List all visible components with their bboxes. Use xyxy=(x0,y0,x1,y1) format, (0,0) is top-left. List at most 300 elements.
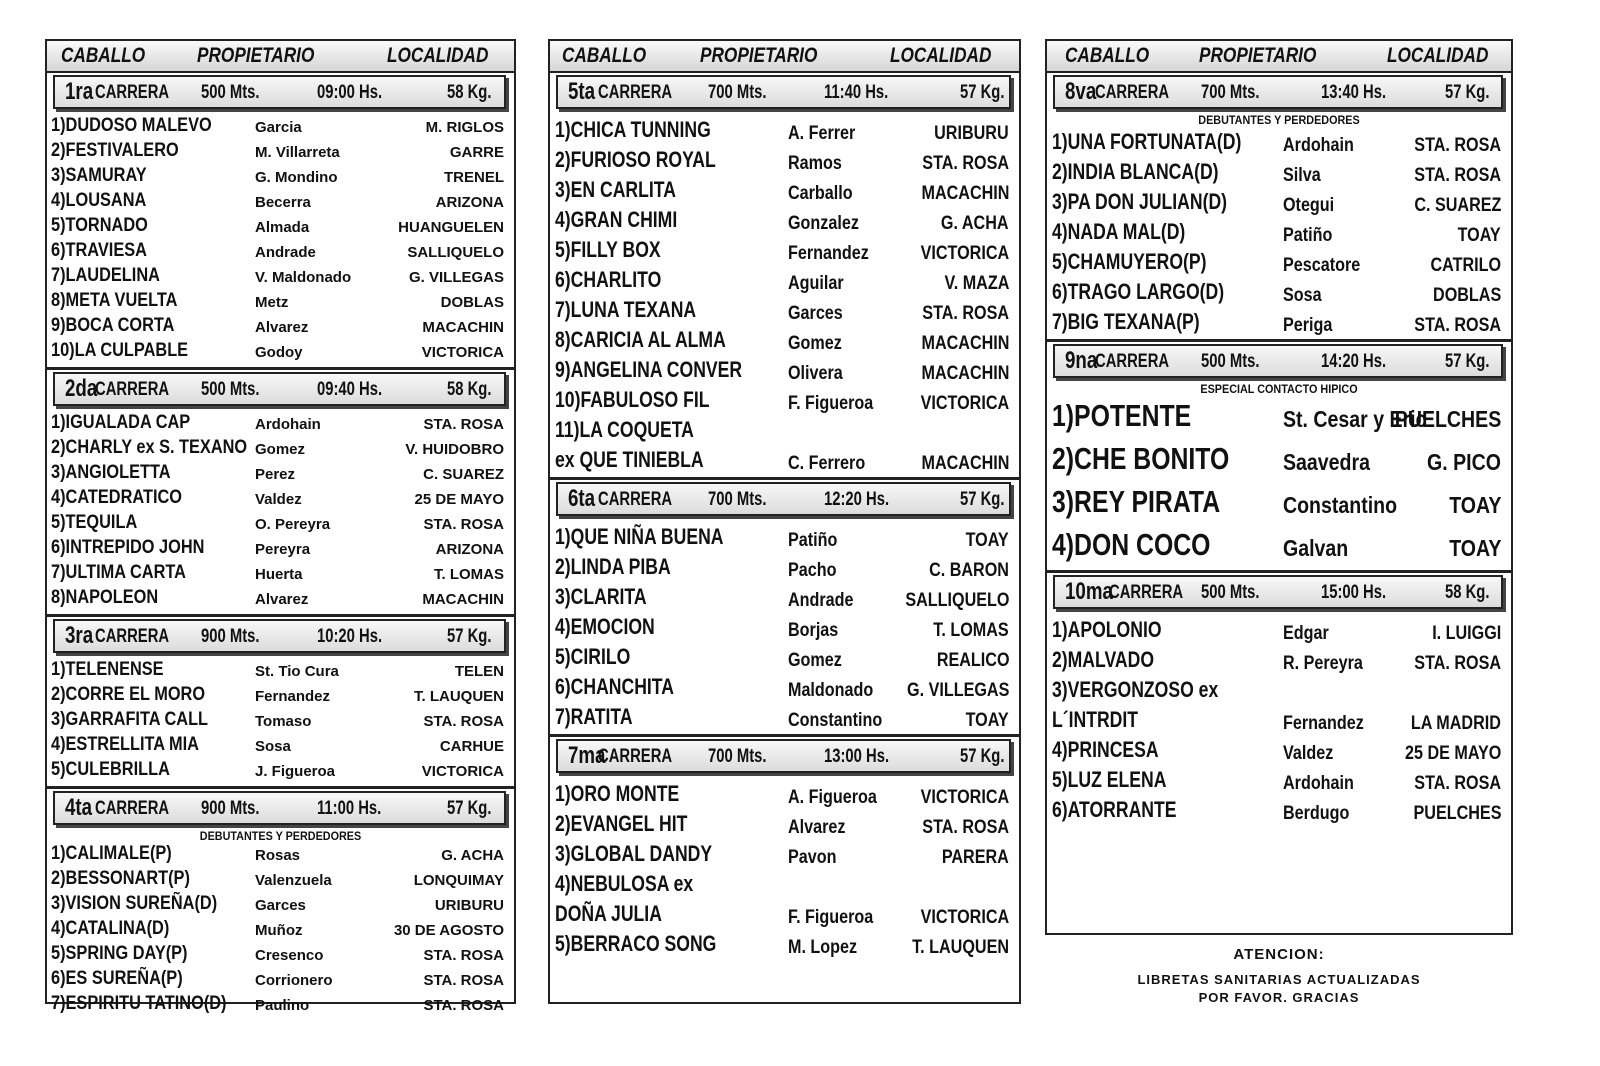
entry-row xyxy=(1047,157,1511,187)
owner-name: Fernandez xyxy=(255,688,331,705)
owner-name: C. Ferrero xyxy=(788,453,866,474)
race-separator xyxy=(1047,570,1511,573)
location-name: REALICO xyxy=(936,650,1009,671)
location-name: STA. ROSA xyxy=(1414,135,1501,156)
horse-name: 3)VERGONZOSO ex xyxy=(1052,677,1219,702)
race-time: 11:40 Hs. xyxy=(824,82,889,103)
race-distance: 700 Mts. xyxy=(708,746,767,767)
entry-row xyxy=(47,918,514,943)
entry-row xyxy=(47,290,514,315)
horse-name: 7)ESPIRITU TATINO(D) xyxy=(51,993,227,1014)
horse-name: 1)CALIMALE(P) xyxy=(51,843,172,864)
owner-name: Corrionero xyxy=(255,972,333,989)
owner-name: F. Figueroa xyxy=(788,393,874,414)
location-name: ARIZONA xyxy=(435,194,504,211)
location-name: G. ACHA xyxy=(441,847,504,864)
entry-row xyxy=(550,779,1019,809)
entry-row xyxy=(1047,615,1511,645)
entry-row xyxy=(1047,482,1511,525)
race-subtitle: ESPECIAL CONTACTO HIPICO xyxy=(1200,382,1358,396)
location-name: VICTORICA xyxy=(421,344,504,361)
location-name: PUELCHES xyxy=(1394,406,1501,432)
entry-row xyxy=(47,968,514,993)
owner-name: St. Cesar y Eric xyxy=(1283,406,1427,432)
owner-name: M. Villarreta xyxy=(255,144,340,161)
race-label: CARRERA xyxy=(95,379,170,400)
owner-name: Pavon xyxy=(788,847,837,868)
owner-name: St. Tio Cura xyxy=(255,663,339,680)
horse-name: 6)TRAVIESA xyxy=(51,240,147,261)
location-name: PUELCHES xyxy=(1413,803,1501,824)
owner-name: Aguilar xyxy=(788,273,844,294)
owner-name: Saavedra xyxy=(1283,449,1370,475)
owner-name: Sosa xyxy=(255,738,291,755)
owner-name: Gomez xyxy=(255,441,306,458)
race-distance: 900 Mts. xyxy=(201,798,260,819)
location-name: STA. ROSA xyxy=(423,416,504,433)
owner-name: O. Pereyra xyxy=(255,516,331,533)
location-name: STA. ROSA xyxy=(922,303,1009,324)
race-separator xyxy=(47,786,514,789)
race-weight: 58 Kg. xyxy=(447,379,492,400)
location-name: STA. ROSA xyxy=(1414,315,1501,336)
race-label: CARRERA xyxy=(1109,582,1184,603)
race-weight: 57 Kg. xyxy=(960,489,1005,510)
race-header xyxy=(53,372,506,406)
entry-row xyxy=(47,462,514,487)
column-2 xyxy=(548,39,1021,1004)
owner-name: Andrade xyxy=(788,590,854,611)
entry-row xyxy=(550,175,1019,205)
entry-row xyxy=(550,552,1019,582)
horse-name: 7)LUNA TEXANA xyxy=(555,297,697,322)
entry-row xyxy=(550,145,1019,175)
entry-row xyxy=(47,659,514,684)
header-horse: CABALLO xyxy=(1065,44,1150,67)
location-name: T. LAUQUEN xyxy=(414,688,504,705)
race-time: 09:00 Hs. xyxy=(317,82,383,103)
entry-row xyxy=(1047,645,1511,675)
location-name: LONQUIMAY xyxy=(413,872,504,889)
owner-name: Garces xyxy=(788,303,843,324)
location-name: 30 DE AGOSTO xyxy=(393,922,504,939)
column-header xyxy=(550,41,1019,73)
race-weight: 58 Kg. xyxy=(1445,582,1490,603)
location-name: V. MAZA xyxy=(944,273,1009,294)
owner-name: Maldonado xyxy=(788,680,874,701)
race-distance: 700 Mts. xyxy=(1201,82,1260,103)
race-separator xyxy=(1047,339,1511,342)
entry-row xyxy=(47,512,514,537)
entry-row xyxy=(550,205,1019,235)
entry-row xyxy=(550,235,1019,265)
horse-name: 1)UNA FORTUNATA(D) xyxy=(1052,129,1242,154)
race-time: 10:20 Hs. xyxy=(317,626,383,647)
entry-row xyxy=(550,355,1019,385)
entry-row xyxy=(1047,795,1511,825)
notice-line-2: POR FAVOR. GRACIAS xyxy=(1198,990,1360,1005)
location-name: VICTORICA xyxy=(920,907,1009,928)
entry-row xyxy=(1047,675,1511,705)
owner-name: Valdez xyxy=(1283,743,1334,764)
location-name: MACACHIN xyxy=(921,183,1009,204)
race-label: CARRERA xyxy=(95,626,170,647)
horse-name: 5)SPRING DAY(P) xyxy=(51,943,188,964)
column-3 xyxy=(1045,39,1513,935)
header-owner: PROPIETARIO xyxy=(700,44,818,67)
entry-row xyxy=(550,115,1019,145)
entry-row xyxy=(550,265,1019,295)
notice xyxy=(1045,946,1513,1007)
entry-row xyxy=(550,325,1019,355)
owner-name: Gomez xyxy=(788,333,842,354)
entry-row xyxy=(47,340,514,365)
header-owner: PROPIETARIO xyxy=(197,44,315,67)
location-name: LA MADRID xyxy=(1410,713,1501,734)
owner-name: Berdugo xyxy=(1283,803,1350,824)
entry-row xyxy=(47,943,514,968)
column-1 xyxy=(45,39,516,1014)
owner-name: Tomaso xyxy=(255,713,312,730)
location-name: G. PICO xyxy=(1427,449,1501,475)
entry-row xyxy=(550,612,1019,642)
horse-name: 3)SAMURAY xyxy=(51,165,147,186)
horse-name: 1)CHICA TUNNING xyxy=(555,117,711,142)
race-header xyxy=(1053,75,1503,109)
horse-name: 6)ES SUREÑA(P) xyxy=(51,968,183,989)
location-name: HUANGUELEN xyxy=(398,219,504,236)
race-separator xyxy=(47,367,514,370)
entry-row xyxy=(550,522,1019,552)
race-header xyxy=(556,482,1011,516)
owner-name: Valenzuela xyxy=(255,872,332,889)
entry-row xyxy=(47,487,514,512)
owner-name: Otegui xyxy=(1283,195,1335,216)
horse-name: 11)LA COQUETA xyxy=(555,417,694,442)
owner-name: Cresenco xyxy=(255,947,324,964)
horse-name: 5)CHAMUYERO(P) xyxy=(1052,249,1207,274)
owner-name: Muñoz xyxy=(255,922,303,939)
entry-row xyxy=(550,642,1019,672)
location-name: M. RIGLOS xyxy=(425,119,504,136)
owner-name: Garcia xyxy=(255,119,302,136)
entry-row xyxy=(1047,277,1511,307)
entry-row xyxy=(550,295,1019,325)
entry-row xyxy=(550,839,1019,869)
horse-name: 3)REY PIRATA xyxy=(1052,484,1221,519)
entry-row xyxy=(47,709,514,734)
entry-row xyxy=(1047,396,1511,439)
horse-name: 3)GLOBAL DANDY xyxy=(555,841,713,866)
header-horse: CABALLO xyxy=(562,44,647,67)
owner-name: Silva xyxy=(1283,165,1321,186)
horse-name: 5)TORNADO xyxy=(51,215,148,236)
entry-row xyxy=(47,140,514,165)
horse-name: 2)CHE BONITO xyxy=(1052,441,1230,476)
horse-name: 3)VISION SUREÑA(D) xyxy=(51,893,218,914)
owner-name: A. Ferrer xyxy=(788,123,856,144)
race-header xyxy=(556,75,1011,109)
horse-name: 3)CLARITA xyxy=(555,584,647,609)
race-number: 6ta xyxy=(568,485,596,512)
column-header xyxy=(1047,41,1511,73)
owner-name: Fernandez xyxy=(1283,713,1364,734)
race-separator xyxy=(47,614,514,617)
race-time: 09:40 Hs. xyxy=(317,379,383,400)
owner-name: Paulino xyxy=(255,997,310,1014)
race-number: 10ma xyxy=(1065,578,1113,605)
horse-name: 10)LA CULPABLE xyxy=(51,340,189,361)
location-name: 25 DE MAYO xyxy=(1404,743,1501,764)
owner-name: Patiño xyxy=(788,530,838,551)
horse-name: 2)MALVADO xyxy=(1052,647,1155,672)
owner-name: Edgar xyxy=(1283,623,1329,644)
owner-name: M. Lopez xyxy=(788,937,858,958)
race-time: 13:00 Hs. xyxy=(824,746,890,767)
owner-name: F. Figueroa xyxy=(788,907,874,928)
owner-name: Almada xyxy=(255,219,310,236)
owner-name: Olivera xyxy=(788,363,843,384)
entry-row xyxy=(550,385,1019,415)
entry-row xyxy=(550,415,1019,445)
owner-name: Godoy xyxy=(255,344,303,361)
owner-name: Fernandez xyxy=(788,243,869,264)
horse-name: 4)DON COCO xyxy=(1052,527,1211,562)
location-name: SALLIQUELO xyxy=(407,244,504,261)
entry-row xyxy=(1047,525,1511,568)
location-name: VICTORICA xyxy=(920,393,1009,414)
race-label: CARRERA xyxy=(95,82,170,103)
horse-name: 2)BESSONART(P) xyxy=(51,868,190,889)
owner-name: Pereyra xyxy=(255,541,311,558)
horse-name: 1)POTENTE xyxy=(1052,398,1192,433)
header-owner: PROPIETARIO xyxy=(1199,44,1317,67)
location-name: VICTORICA xyxy=(920,787,1009,808)
location-name: STA. ROSA xyxy=(1414,165,1501,186)
race-number: 2da xyxy=(65,375,98,402)
owner-name: Ramos xyxy=(788,153,842,174)
entry-row xyxy=(47,993,514,1018)
owner-name: Constantino xyxy=(788,710,883,731)
horse-name: 2)CORRE EL MORO xyxy=(51,684,206,705)
horse-name: 3)EN CARLITA xyxy=(555,177,676,202)
location-name: STA. ROSA xyxy=(922,153,1009,174)
location-name: STA. ROSA xyxy=(1414,773,1501,794)
entry-row xyxy=(47,587,514,612)
location-name: T. LOMAS xyxy=(434,566,504,583)
entry-row xyxy=(47,868,514,893)
horse-name: 5)CIRILO xyxy=(555,644,631,669)
horse-name: L´INTRDIT xyxy=(1052,707,1139,732)
entry-row xyxy=(550,702,1019,732)
race-weight: 57 Kg. xyxy=(1445,82,1490,103)
location-name: TRENEL xyxy=(444,169,504,186)
race-distance: 700 Mts. xyxy=(708,82,767,103)
race-number: 8va xyxy=(1065,78,1097,105)
location-name: MACACHIN xyxy=(422,591,504,608)
entry-row xyxy=(1047,217,1511,247)
notice-line-1: LIBRETAS SANITARIAS ACTUALIZADAS xyxy=(1137,972,1421,987)
location-name: VICTORICA xyxy=(421,763,504,780)
location-name: URIBURU xyxy=(934,123,1009,144)
race-time: 15:00 Hs. xyxy=(1321,582,1387,603)
horse-name: 6)ATORRANTE xyxy=(1052,797,1177,822)
horse-name: 1)TELENENSE xyxy=(51,659,164,680)
owner-name: R. Pereyra xyxy=(1283,653,1363,674)
entry-row xyxy=(47,165,514,190)
horse-name: 5)CULEBRILLA xyxy=(51,759,170,780)
race-separator xyxy=(550,734,1019,737)
horse-name: ex QUE TINIEBLA xyxy=(555,447,704,472)
owner-name: Periga xyxy=(1283,315,1333,336)
location-name: SALLIQUELO xyxy=(904,590,1009,611)
race-number: 7ma xyxy=(568,742,606,769)
entry-row xyxy=(47,562,514,587)
entry-row xyxy=(1047,439,1511,482)
horse-name: 1)DUDOSO MALEVO xyxy=(51,115,212,136)
entry-row xyxy=(47,265,514,290)
location-name: STA. ROSA xyxy=(423,947,504,964)
owner-name: Rosas xyxy=(255,847,301,864)
race-weight: 57 Kg. xyxy=(960,746,1005,767)
location-name: TOAY xyxy=(1457,225,1501,246)
race-label: CARRERA xyxy=(598,82,673,103)
owner-name: V. Maldonado xyxy=(255,269,352,286)
location-name: G. VILLEGAS xyxy=(906,680,1009,701)
horse-name: DOÑA JULIA xyxy=(555,901,662,926)
entry-row xyxy=(550,809,1019,839)
entry-row xyxy=(47,893,514,918)
race-distance: 500 Mts. xyxy=(201,379,260,400)
location-name: CATRILO xyxy=(1430,255,1501,276)
race-header xyxy=(53,791,506,825)
location-name: DOBLAS xyxy=(1432,285,1501,306)
owner-name: Sosa xyxy=(1283,285,1322,306)
owner-name: Metz xyxy=(255,294,289,311)
owner-name: Perez xyxy=(255,466,296,483)
horse-name: 2)FESTIVALERO xyxy=(51,140,179,161)
location-name: V. HUIDOBRO xyxy=(405,441,504,458)
horse-name: 8)NAPOLEON xyxy=(51,587,159,608)
owner-name: Galvan xyxy=(1283,535,1349,561)
horse-name: 4)NADA MAL(D) xyxy=(1052,219,1186,244)
location-name: STA. ROSA xyxy=(423,713,504,730)
horse-name: 4)CATEDRATICO xyxy=(51,487,183,508)
location-name: CARHUE xyxy=(439,738,504,755)
entry-row xyxy=(47,412,514,437)
entry-row xyxy=(550,672,1019,702)
horse-name: 5)TEQUILA xyxy=(51,512,138,533)
horse-name: 4)PRINCESA xyxy=(1052,737,1159,762)
race-time: 14:20 Hs. xyxy=(1321,351,1387,372)
horse-name: 6)CHANCHITA xyxy=(555,674,674,699)
race-weight: 57 Kg. xyxy=(960,82,1005,103)
owner-name: Becerra xyxy=(255,194,311,211)
owner-name: Borjas xyxy=(788,620,839,641)
race-subtitle: DEBUTANTES Y PERDEDORES xyxy=(1198,113,1360,127)
location-name: TOAY xyxy=(1448,492,1501,518)
horse-name: 5)FILLY BOX xyxy=(555,237,661,262)
location-name: MACACHIN xyxy=(921,333,1009,354)
owner-name: Pacho xyxy=(788,560,837,581)
entry-row xyxy=(550,869,1019,899)
location-name: 25 DE MAYO xyxy=(414,491,504,508)
horse-name: 1)ORO MONTE xyxy=(555,781,680,806)
horse-name: 6)TRAGO LARGO(D) xyxy=(1052,279,1225,304)
location-name: C. SUAREZ xyxy=(423,466,504,483)
race-distance: 700 Mts. xyxy=(708,489,767,510)
owner-name: Gonzalez xyxy=(788,213,859,234)
entry-row xyxy=(47,315,514,340)
horse-name: 10)FABULOSO FIL xyxy=(555,387,710,412)
location-name: DOBLAS xyxy=(440,294,504,311)
owner-name: Valdez xyxy=(255,491,302,508)
location-name: STA. ROSA xyxy=(423,516,504,533)
horse-name: 3)PA DON JULIAN(D) xyxy=(1052,189,1228,214)
location-name: GARRE xyxy=(449,144,504,161)
horse-name: 9)ANGELINA CONVER xyxy=(555,357,743,382)
owner-name: Huerta xyxy=(255,566,303,583)
header-location: LOCALIDAD xyxy=(387,44,489,67)
horse-name: 2)FURIOSO ROYAL xyxy=(555,147,716,172)
race-distance: 500 Mts. xyxy=(1201,351,1260,372)
owner-name: Garces xyxy=(255,897,306,914)
race-label: CARRERA xyxy=(95,798,170,819)
race-subtitle: DEBUTANTES Y PERDEDORES xyxy=(199,829,362,843)
location-name: VICTORICA xyxy=(920,243,1009,264)
horse-name: 4)NEBULOSA ex xyxy=(555,871,694,896)
location-name: G. VILLEGAS xyxy=(408,269,504,286)
horse-name: 3)ANGIOLETTA xyxy=(51,462,171,483)
header-location: LOCALIDAD xyxy=(1387,44,1489,67)
owner-name: Carballo xyxy=(788,183,853,204)
race-header xyxy=(1053,344,1503,378)
horse-name: 6)INTREPIDO JOHN xyxy=(51,537,205,558)
owner-name: J. Figueroa xyxy=(255,763,336,780)
location-name: G. ACHA xyxy=(941,213,1009,234)
entry-row xyxy=(47,537,514,562)
entry-row xyxy=(550,582,1019,612)
race-label: CARRERA xyxy=(598,746,673,767)
owner-name: Alvarez xyxy=(788,817,846,838)
entry-row xyxy=(550,899,1019,929)
owner-name: Alvarez xyxy=(255,319,309,336)
entry-row xyxy=(47,843,514,868)
horse-name: 7)RATITA xyxy=(555,704,633,729)
owner-name: A. Figueroa xyxy=(788,787,877,808)
race-distance: 500 Mts. xyxy=(201,82,260,103)
race-number: 9na xyxy=(1065,347,1098,374)
owner-name: Alvarez xyxy=(255,591,309,608)
entry-row xyxy=(1047,247,1511,277)
entry-row xyxy=(47,240,514,265)
entry-row xyxy=(1047,765,1511,795)
race-time: 13:40 Hs. xyxy=(1321,82,1387,103)
horse-name: 2)INDIA BLANCA(D) xyxy=(1052,159,1219,184)
entry-row xyxy=(1047,307,1511,337)
horse-name: 4)CATALINA(D) xyxy=(51,918,170,939)
horse-name: 8)CARICIA AL ALMA xyxy=(555,327,726,352)
location-name: MACACHIN xyxy=(921,453,1009,474)
horse-name: 4)LOUSANA xyxy=(51,190,147,211)
race-header xyxy=(53,619,506,653)
location-name: T. LOMAS xyxy=(933,620,1009,641)
location-name: T. LAUQUEN xyxy=(912,937,1009,958)
location-name: TOAY xyxy=(1448,535,1501,561)
location-name: TOAY xyxy=(965,710,1009,731)
location-name: STA. ROSA xyxy=(423,997,504,1014)
entry-row xyxy=(47,684,514,709)
